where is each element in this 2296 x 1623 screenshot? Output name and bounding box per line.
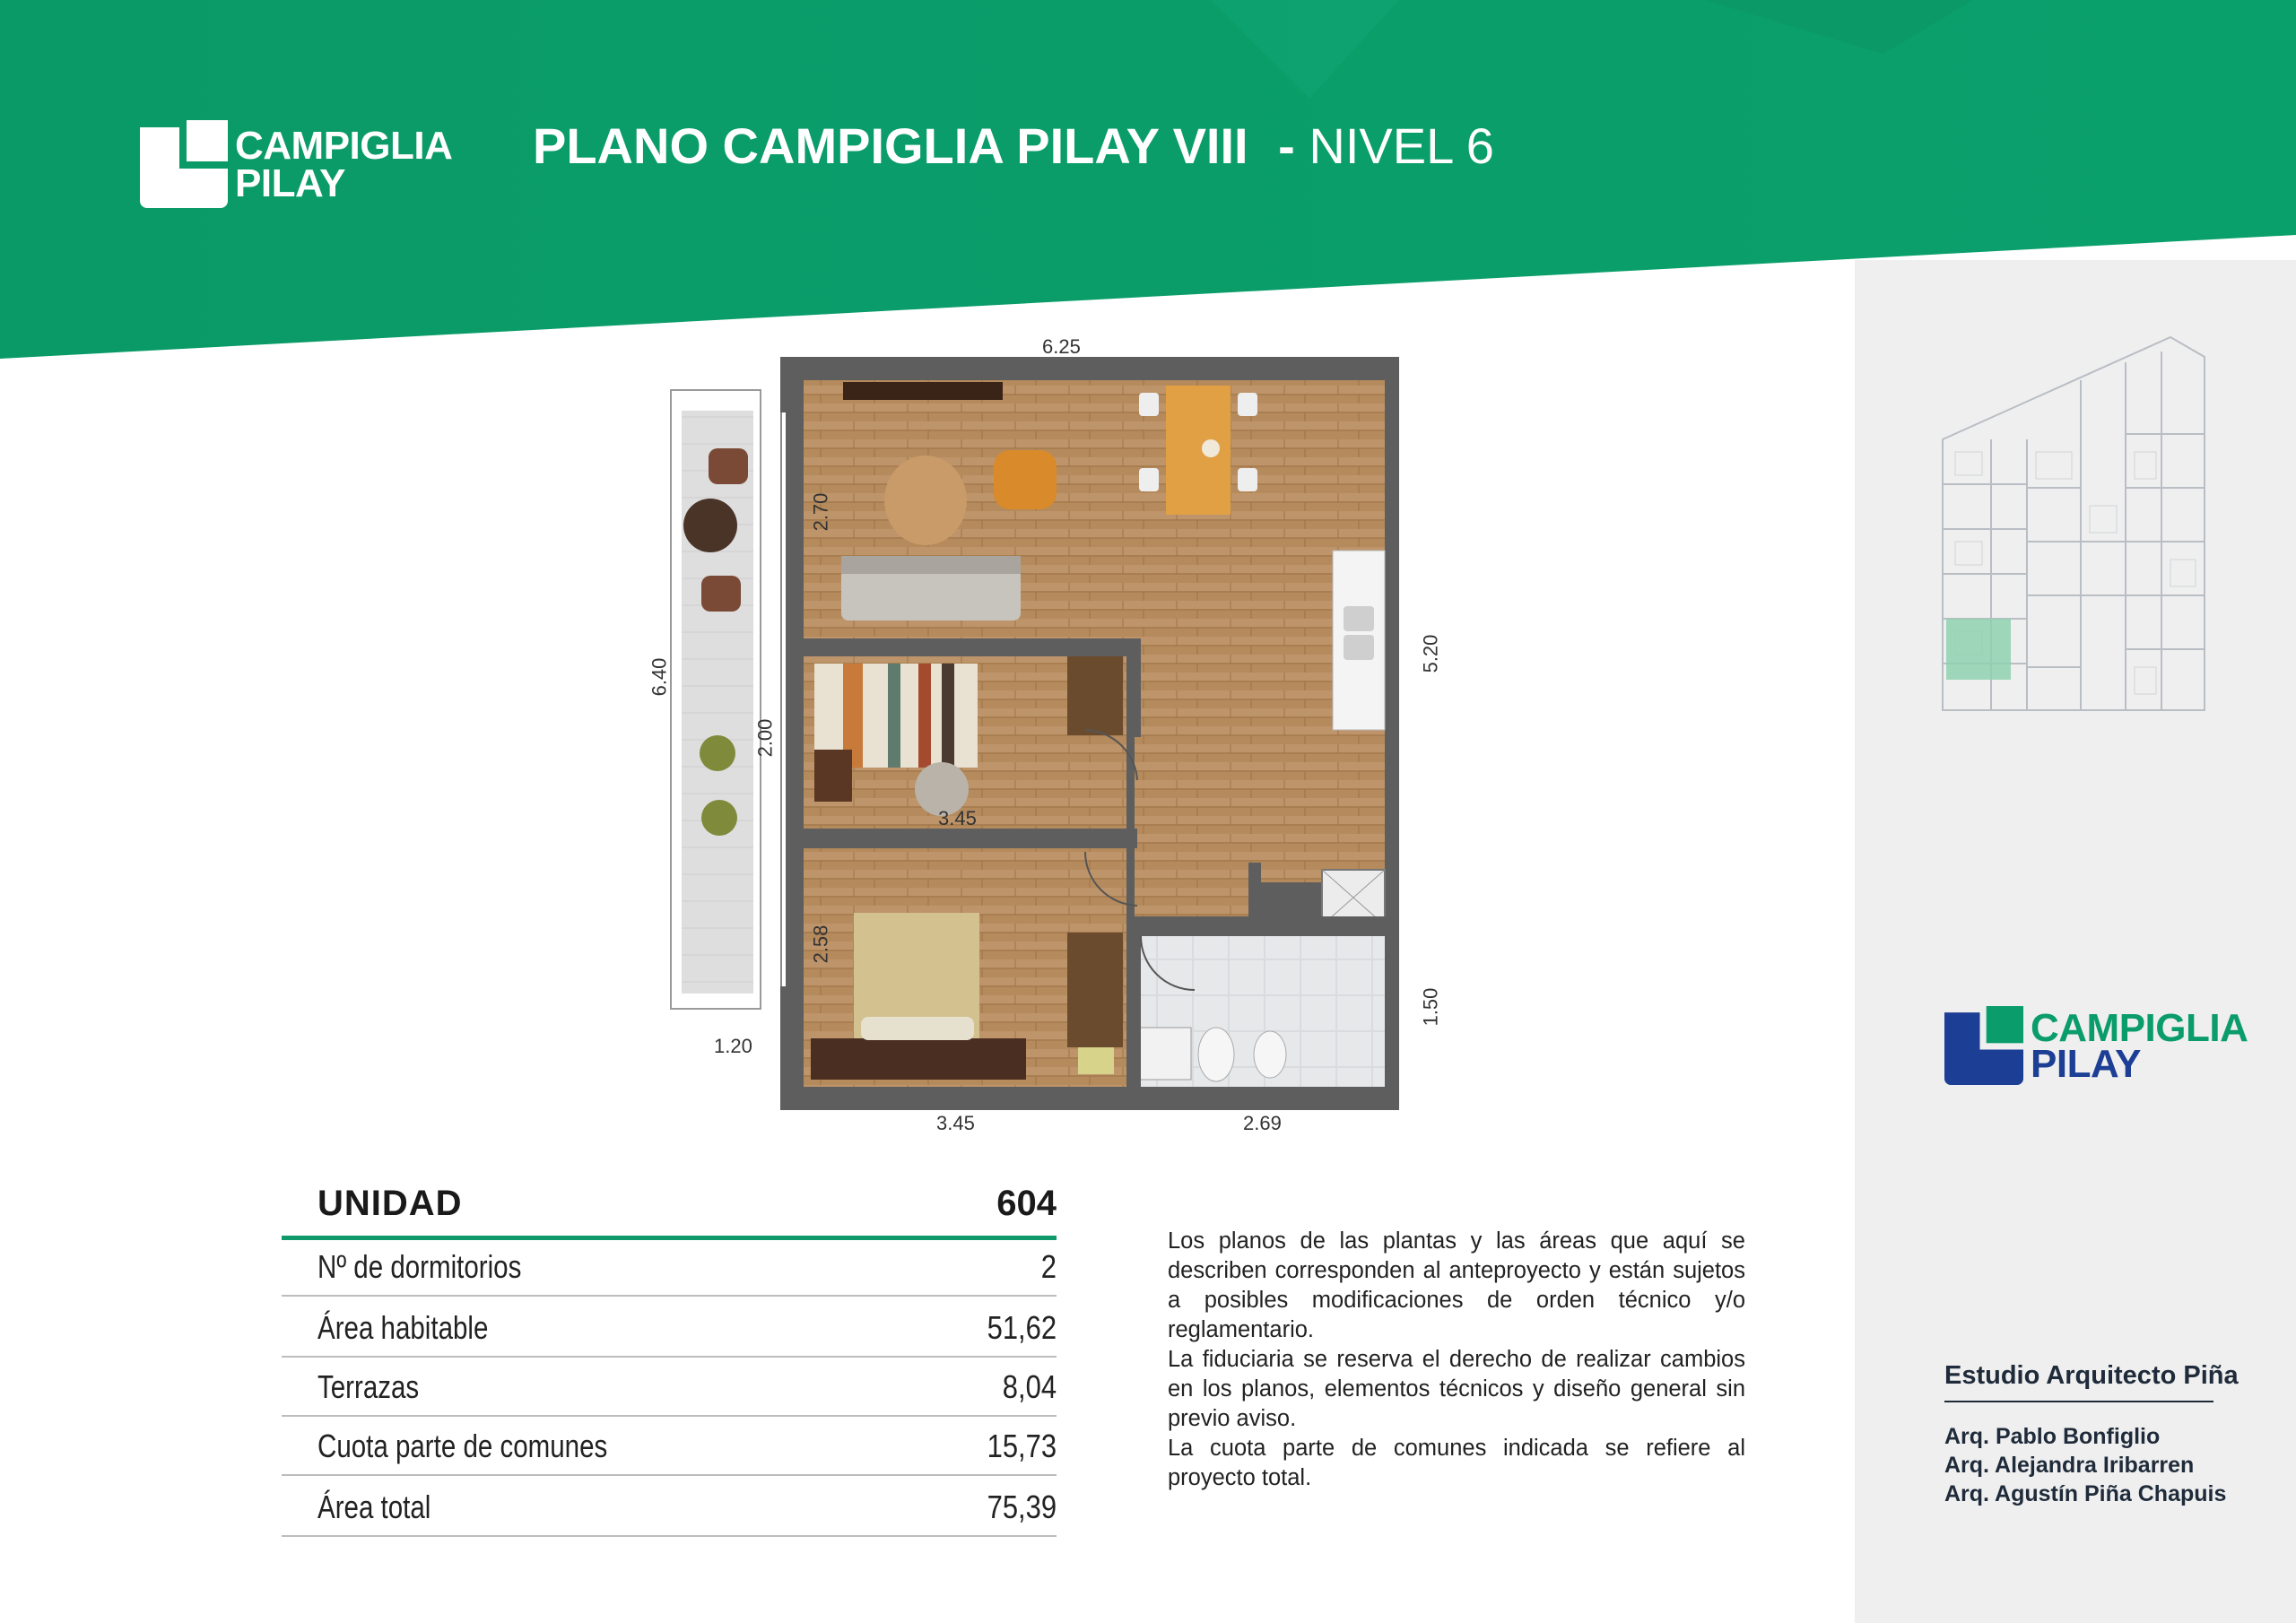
dim-right-lower: 1.50 — [1419, 987, 1442, 1027]
dim-bedroom1-width: 3.45 — [938, 807, 977, 829]
disclaimer — [1168, 1227, 1745, 1493]
row-value: 75,39 — [987, 1488, 1057, 1525]
row-label: Terrazas — [317, 1368, 420, 1405]
dim-living-height: 2.70 — [809, 492, 832, 532]
sidebar-logo-line2: PILAY — [2031, 1042, 2142, 1086]
row-value: 51,62 — [987, 1309, 1057, 1346]
table-row — [282, 1236, 1057, 1297]
row-value: 15,73 — [987, 1428, 1057, 1464]
logo-text-line2: PILAY — [235, 161, 346, 205]
architect-name: Arq. Agustín Piña Chapuis — [1944, 1481, 2227, 1506]
dim-bedroom2-height: 2.58 — [809, 924, 832, 964]
sidebar-logo-line1: CAMPIGLIA — [2031, 1006, 2248, 1050]
table-row — [282, 1476, 1057, 1537]
row-label: Cuota parte de comunes — [317, 1428, 608, 1464]
page-title — [533, 117, 1494, 175]
table-row — [282, 1356, 1057, 1417]
dim-right-upper: 5.20 — [1419, 634, 1442, 673]
dim-bottom-left: 3.45 — [936, 1112, 975, 1134]
dim-bedroom1-height: 2.00 — [753, 718, 777, 758]
title-separator: - — [1278, 117, 1295, 174]
studio-title: Estudio Arquitecto Piña — [1944, 1361, 2239, 1390]
studio-divider — [1944, 1401, 2213, 1402]
row-label: Área total — [317, 1488, 431, 1525]
unit-number: 604 — [996, 1184, 1057, 1223]
unit-header — [282, 1173, 1057, 1240]
dim-terrace-width: 1.20 — [714, 1035, 752, 1057]
dim-top: 6.25 — [1042, 335, 1081, 358]
row-label: Nº de dormitorios — [317, 1248, 522, 1285]
table-row — [282, 1297, 1057, 1358]
logo-mark-color-icon — [1944, 1006, 2023, 1085]
row-value: 8,04 — [1002, 1368, 1057, 1405]
disclaimer-paragraph: Los planos de las plantas y las áreas que aquí se describen corresponden al anteproyecto y están sujetos a posibles modificaciones de orden técnico y/o reglamentario. — [1168, 1228, 1745, 1342]
title-main: PLANO CAMPIGLIA PILAY VIII — [533, 117, 1248, 174]
dim-left-total: 6.40 — [648, 657, 671, 697]
terrace — [671, 390, 761, 1009]
table-row — [282, 1415, 1057, 1476]
unit-label: UNIDAD — [317, 1184, 463, 1223]
row-value: 2 — [1040, 1248, 1057, 1285]
row-label: Área habitable — [317, 1309, 489, 1346]
logo-mark-icon — [140, 120, 228, 208]
disclaimer-paragraph: La cuota parte de comunes indicada se refiere al proyecto total. — [1168, 1436, 1745, 1490]
key-plan-unit-highlight — [1946, 619, 2011, 680]
disclaimer-paragraph: La fiduciaria se reserva el derecho de realizar cambios en los planos, elementos técnicos y diseño general sin previo aviso. — [1168, 1347, 1745, 1431]
key-plan — [1937, 326, 2206, 712]
logo-text-line1: CAMPIGLIA — [235, 124, 453, 168]
architect-name: Arq. Alejandra Iribarren — [1944, 1453, 2195, 1478]
architect-name: Arq. Pablo Bonfiglio — [1944, 1424, 2161, 1449]
dim-bottom-right: 2.69 — [1243, 1112, 1282, 1134]
title-level: NIVEL 6 — [1309, 117, 1494, 174]
